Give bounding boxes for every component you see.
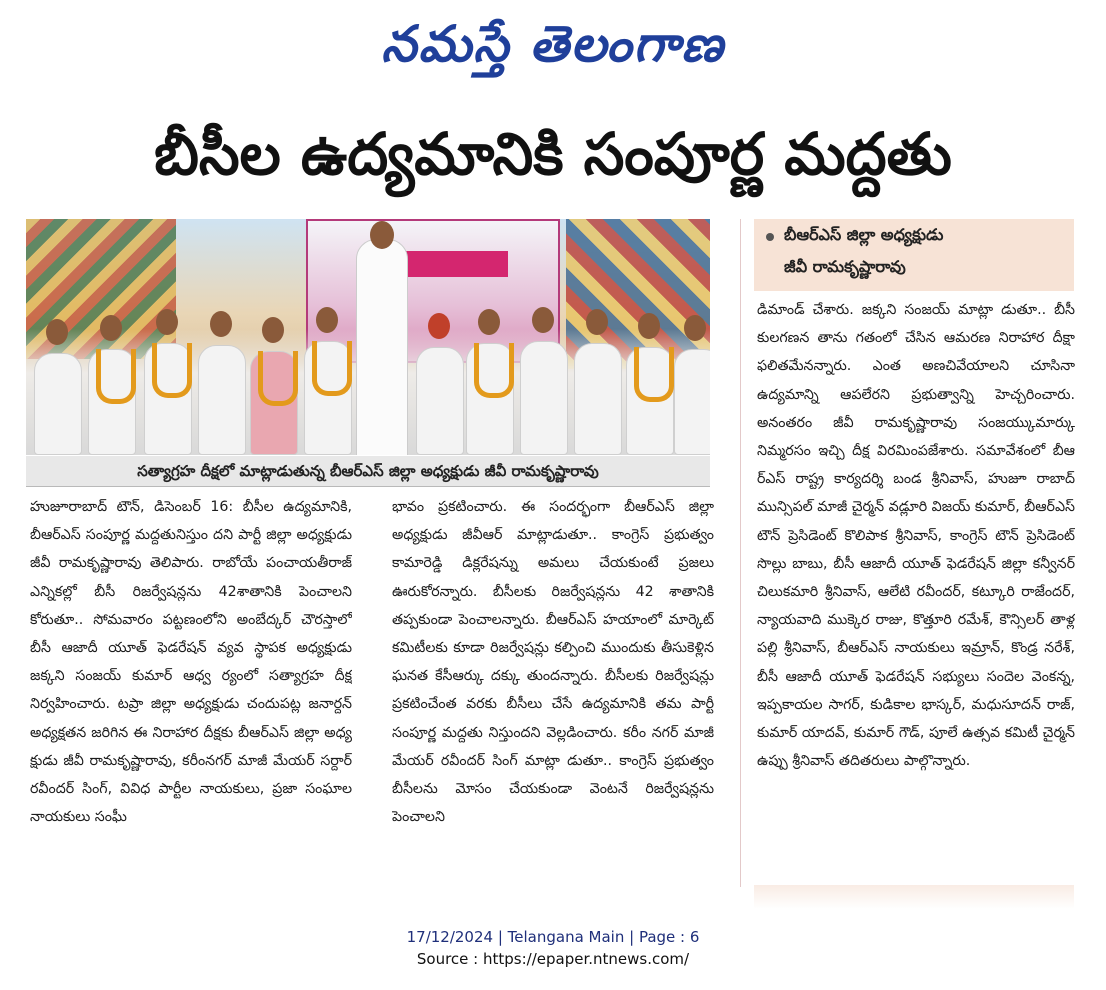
column-divider — [740, 219, 741, 887]
photo-person — [198, 345, 246, 455]
photo-person — [520, 341, 568, 455]
highlight-box — [754, 219, 1074, 291]
column-2-text: భావం ప్రకటించారు. ఈ సందర్భంగా బీఆర్ఎస్ జిల్లా అధ్యక్షుడు జీవీఆర్ మాట్లాడుతూ.. కాంగ్రెస్ ప్రభుత్వం కామారెడ్డి డిక్లరేషన్ను అమలు చేయకుంటే ప్రజలు ఊరుకోరన్నారు. బీసీలకు రిజర్వేషన్లను 42 శాతానికి తప్పకుండా పెంచాలన్నారు. బీఆర్ఎస్ హయాంలో మార్కెట్ కమిటీలకు కూడా రిజర్వేషన్లు కల్పించి ముందుకు తీసుకెళ్లిన ఘనత కేసీఆర్కు దక్కు తుందన్నారు. బీసీలకు రిజర్వేషన్లు ప్రకటించేంత వరకు బీసీలు చేసే ఉద్యమానికి తమ పార్టీ సంపూర్ణ మద్దతు నిస్తుందని వెల్లడించారు. కరీం నగర్ మాజీ మేయర్ రవీందర్ సింగ్ మాట్లా డుతూ.. కాంగ్రెస్ ప్రభుత్వం బీసీలను మోసం చేయకుండా వెంటనే రిజర్వేషన్లను పెంచాలని — [392, 499, 714, 826]
article-column-3 — [757, 296, 1075, 883]
article-column-2 — [392, 493, 714, 883]
footer-date-line: 17/12/2024 | Telangana Main | Page : 6 — [406, 928, 700, 946]
photo-person — [34, 353, 82, 455]
footer-source-link[interactable]: Source : https://epaper.ntnews.com/ — [416, 950, 690, 968]
newspaper-masthead: నమస్తే తెలంగాణ — [381, 14, 725, 73]
page-footer — [0, 926, 1106, 970]
article-photo — [26, 219, 710, 455]
photo-person — [574, 343, 622, 455]
photo-caption: సత్యాగ్రహ దీక్షలో మాట్లాడుతున్న బీఆర్ఎస్ జిల్లా అధ్యక్షుడు జీవీ రామకృష్ణారావు — [26, 456, 710, 487]
column-end-shade — [754, 885, 1074, 909]
column-1-text: హుజూరాబాద్ టౌన్, డిసెంబర్ 16: బీసీల ఉద్యమానికి, బీఆర్ఎస్ సంపూర్ణ మద్దతునిస్తుం దని పార్టీ జిల్లా అధ్యక్షుడు జీవీ రామకృష్ణారావు తెలిపారు. రాబోయే పంచాయతీరాజ్ ఎన్నికల్లో బీసీ రిజర్వేషన్లను 42శాతానికి పెంచాలని కోరుతూ.. సోమవారం పట్టణంలోని అంబేద్కర్ చౌరస్తాలో బీసీ ఆజాదీ యూత్ ఫెడరేషన్ వ్యవ స్థాపక అధ్యక్షుడు జక్కని సంజయ్ కుమార్ ఆధ్వ ర్యంలో సత్యాగ్రహ దీక్ష నిర్వహించారు. టప్రా జిల్లా అధ్యక్షుడు చందుపట్ల జనార్దన్ అధ్యక్షతన జరిగిన ఈ నిరాహార దీక్షకు బీఆర్ఎస్ జిల్లా అధ్య క్షుడు జీవీ రామకృష్ణారావు, కరీంనగర్ మాజీ మేయర్ సర్దార్ రవీందర్ సింగ్, వివిధ పార్టీల నాయకులు, ప్రజా సంఘాల నాయకులు సంఘీ — [30, 499, 352, 826]
bullet-icon — [766, 233, 774, 241]
photo-speaker — [356, 239, 408, 455]
article-column-1 — [30, 493, 352, 883]
highlight-line-2: జీవీ రామకృష్ణారావు — [784, 257, 906, 276]
column-3-text: డిమాండ్ చేశారు. జక్కని సంజయ్ మాట్లా డుతూ.. బీసీ కులగణన తాను గతంలో చేసిన ఆమరణ నిరాహార దీక్షా ఫలితమేనన్నారు. ఎంత అణచివేయాలని చూసినా ఉద్యమాన్ని ఆపలేరని ప్రభుత్వాన్ని హెచ్చరించారు. అనంతరం జీవీ రామకృష్ణారావు సంజయ్కుమార్కు నిమ్మరసం ఇచ్చి దీక్ష విరమింపజేశారు. సమావేశంలో బీఆ ర్ఎస్ రాష్ట్ర కార్యదర్శి బండ శ్రీనివాస్, హుజూ రాబాద్ మున్సిపల్ మాజీ చైర్మన్ వడ్లూరి విజయ్ కుమార్, బీఆర్ఎస్ టౌన్ ప్రెసిడెంట్ కొలిపాక శ్రీనివాస్, కాంగ్రెస్ టౌన్ ప్రెసిడెంట్ సొల్లు బాబు, బీసీ ఆజాదీ యూత్ ఫెడరేషన్ జిల్లా కన్వీనర్ చిలుకమారి శ్రీనివాస్, ఆలేటి రవీందర్, కట్కూరి రాజేందర్, న్యాయవాది ముక్కెర రాజు, కొత్తూరి రమేశ్, కౌన్సిలర్ తాళ్ల పల్లి శ్రీనివాస్, బీఆర్ఎస్ నాయకులు ఇమ్రాన్, కొండ్ర నరేశ్, బీసీ ఆజాదీ యూత్ ఫెడరేషన్ సభ్యులు సందెల వెంకన్న, ఇప్పకాయల సాగర్, కుడికాల భాస్కర్, మధుసూదన్ రాజ్, కుమార్ యాదవ్, కుమార్ గౌడ్, పూలే ఉత్సవ కమిటీ చైర్మన్ ఉప్పు శ్రీనివాస్ తదితరులు పాల్గొన్నారు. — [757, 302, 1075, 770]
photo-person — [674, 349, 710, 455]
article-headline: బీసీల ఉద్యమానికి సంపూర్ణ మద్దతు — [154, 120, 952, 188]
photo-person — [416, 347, 464, 455]
highlight-line-1: బీఆర్ఎస్ జిల్లా అధ్యక్షుడు — [784, 225, 944, 244]
